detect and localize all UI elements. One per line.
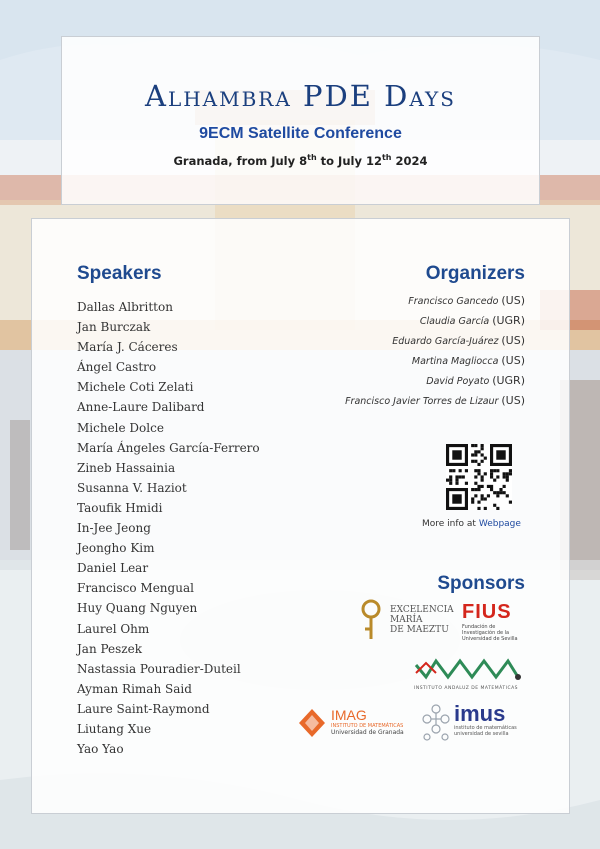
qr-code[interactable] [446, 444, 512, 510]
fius-line1: Fundación de [462, 624, 496, 630]
speaker-item: Taoufik Hmidi [77, 500, 163, 515]
organizer-name: Francisco Javier Torres de Lizaur [345, 396, 499, 407]
date-prefix: Granada, from July 8 [173, 153, 308, 168]
organizer-name: Martina Magliocca [411, 356, 499, 367]
organizer-item [345, 391, 525, 411]
header-panel [61, 36, 540, 205]
speaker-item: Zineb Hassainia [77, 460, 176, 475]
imus-logo [420, 703, 540, 743]
fius-line2: Investigación de la [462, 630, 510, 636]
imus-name: imus [454, 701, 506, 726]
main-panel [31, 218, 570, 814]
organizer-affiliation: (US) [501, 394, 525, 407]
organizer-name: David Poyato [426, 376, 490, 387]
speaker-item: Jeongho Kim [77, 541, 155, 556]
imag-line2: Universidad de Granada [331, 729, 404, 736]
organizers-list [345, 291, 525, 411]
speaker-item: Nastassia Pouradier-Duteil [77, 661, 241, 676]
date-mid: to July 12 [316, 153, 382, 168]
organizer-item [345, 331, 525, 351]
sponsors-heading: Sponsors [437, 573, 525, 594]
maeztu-line3: DE MAEZTU [390, 625, 449, 635]
webpage-link[interactable]: Webpage [478, 519, 521, 529]
conference-subtitle: 9ECM Satellite Conference [199, 125, 402, 142]
speaker-item: Michele Dolce [77, 420, 164, 435]
speaker-item: María Ángeles García-Ferrero [77, 440, 260, 455]
speakers-list [77, 297, 260, 759]
imag-emblem-icon [297, 707, 327, 739]
imag-line1: INSTITUTO DE MATEMÁTICAS [331, 723, 404, 729]
maeztu-line2: MARÍA [390, 615, 423, 625]
organizer-name: Francisco Gancedo [408, 296, 499, 307]
imag-name: IMAG [331, 707, 367, 723]
organizer-affiliation: (UGR) [492, 374, 525, 387]
speaker-item: Michele Coti Zelati [77, 380, 194, 395]
speaker-item: Susanna V. Haziot [77, 480, 187, 495]
speaker-item: Laurel Ohm [77, 621, 150, 636]
organizers-heading: Organizers [425, 263, 525, 284]
organizer-name: Eduardo García-Juárez [392, 336, 499, 347]
imus-line1: instituto de matemáticas [454, 725, 517, 731]
speakers-heading: Speakers [77, 263, 162, 284]
imag-logo [297, 707, 407, 743]
organizer-item [345, 311, 525, 331]
speaker-item: Laure Saint-Raymond [77, 701, 210, 716]
maeztu-line1: EXCELENCIA [390, 605, 454, 615]
speaker-item: Anne-Laure Dalibard [77, 400, 205, 415]
imat-caption: INSTITUTO ANDALUZ DE MATEMÁTICAS [414, 686, 519, 691]
speaker-item: Ángel Castro [77, 360, 157, 375]
date-sup-1: th [307, 153, 317, 162]
organizer-item [345, 371, 525, 391]
organizer-affiliation: (US) [501, 354, 525, 367]
speaker-item: Jan Burczak [77, 320, 151, 335]
organizer-item [345, 351, 525, 371]
more-info [422, 519, 521, 529]
imat-logo [414, 655, 534, 691]
date-suffix: 2024 [391, 153, 428, 168]
organizer-affiliation: (UGR) [492, 314, 525, 327]
speaker-item: Daniel Lear [77, 561, 149, 576]
organizer-name: Claudia García [419, 316, 490, 327]
speaker-item: In-Jee Jeong [77, 521, 151, 536]
speaker-item: Liutang Xue [77, 721, 152, 736]
speaker-item: Yao Yao [77, 742, 124, 757]
fius-line3: Universidad de Sevilla [462, 636, 518, 642]
conference-title: Alhambra PDE Days [145, 79, 456, 113]
imus-network-icon [420, 703, 452, 741]
speaker-item: Ayman Rimah Said [77, 681, 192, 696]
conference-date [62, 153, 539, 168]
imus-line2: universidad de sevilla [454, 731, 509, 737]
speaker-item: Huy Quang Nguyen [77, 601, 198, 616]
imat-wave-icon [414, 655, 524, 681]
organizer-affiliation: (US) [501, 334, 525, 347]
fius-name: FIUS [462, 601, 512, 623]
date-sup-2: th [381, 153, 392, 162]
organizer-item [345, 291, 525, 311]
maeztu-emblem-icon [360, 599, 382, 641]
speaker-item: Jan Peszek [77, 641, 142, 656]
speaker-item: Francisco Mengual [77, 581, 194, 596]
fius-logo [462, 601, 532, 645]
more-info-prefix: More info at [422, 519, 479, 529]
organizer-affiliation: (US) [501, 294, 525, 307]
speaker-item: Dallas Albritton [77, 300, 173, 314]
speaker-item: María J. Cáceres [77, 340, 178, 355]
maeztu-logo [360, 599, 460, 643]
